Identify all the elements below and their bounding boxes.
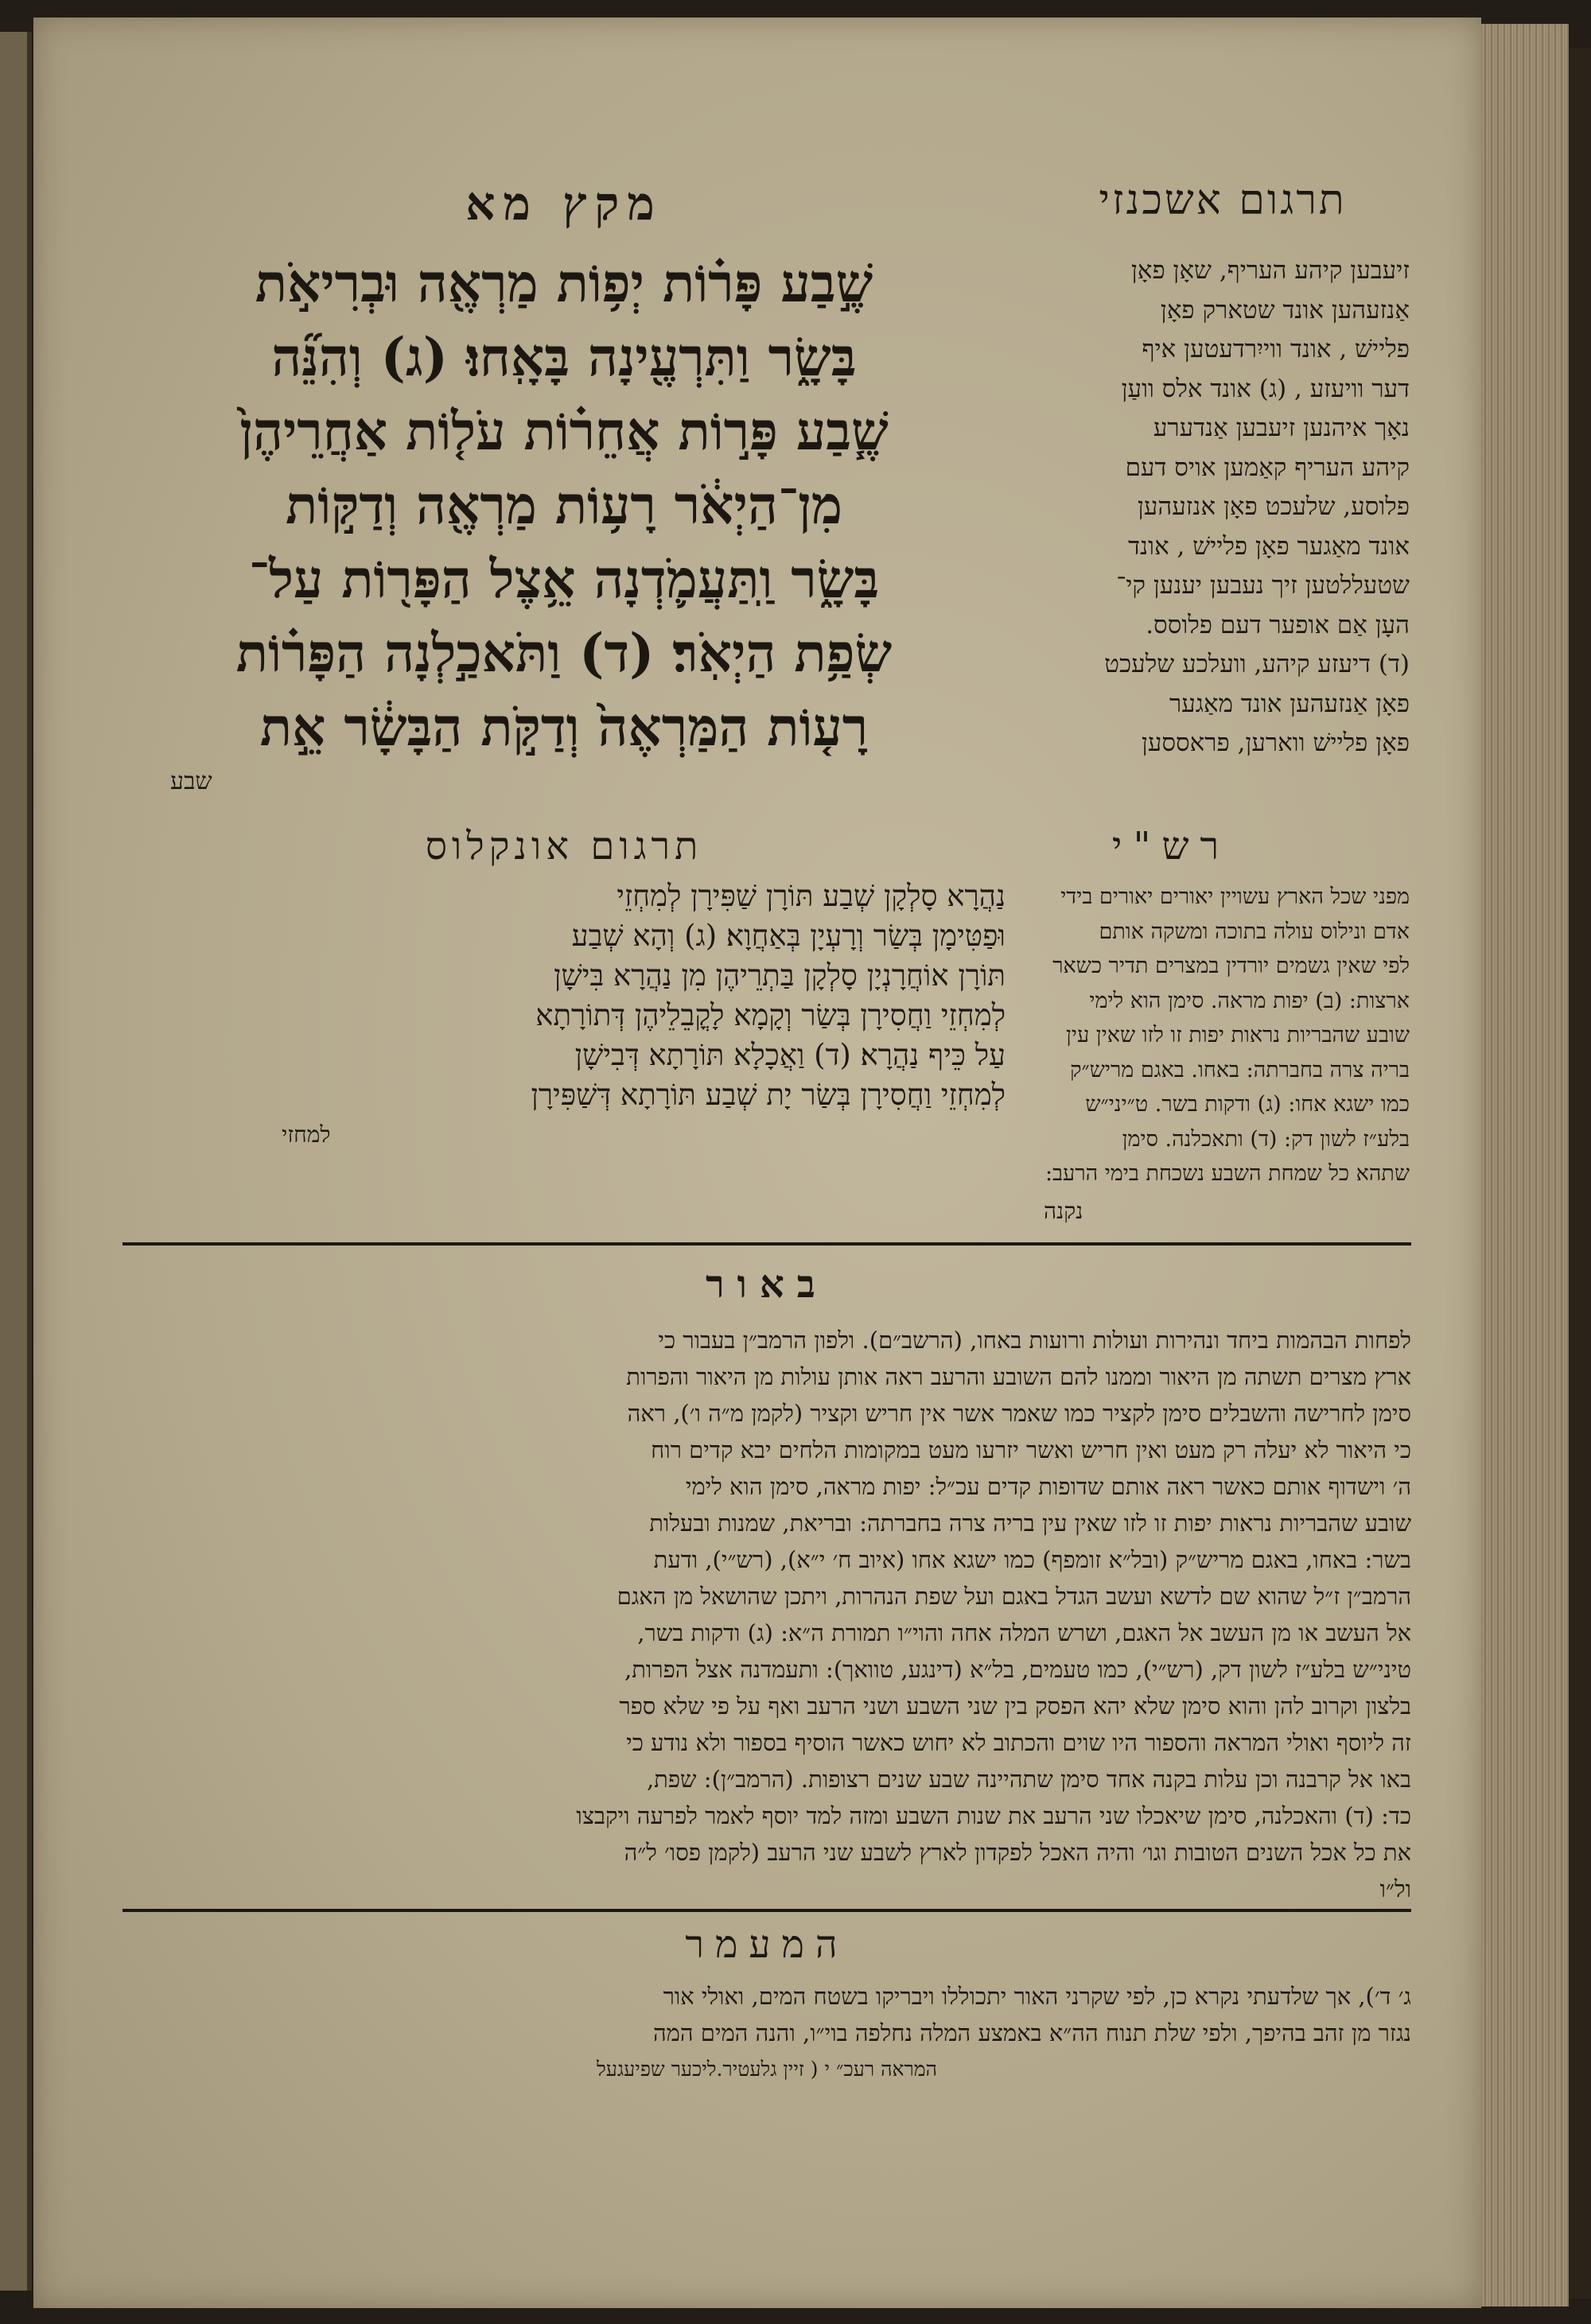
biur-line: ה׳ וישדוף אותם כאשר ראה אותם שדופות קדים עכ״ל: יפות מראה, סימן הוא לימי bbox=[685, 1473, 1411, 1500]
text-line: פאָן פליישׁ ווארען, פראססען bbox=[1141, 729, 1410, 757]
torah-catchword: שבע bbox=[170, 768, 212, 795]
rashi-line: מפני שכל הארץ עשויין יאורים יאורים בידי bbox=[1060, 884, 1410, 909]
text-line: קיהע העריף קאַמען אויס דעם bbox=[1125, 453, 1410, 482]
torah-text bbox=[123, 247, 1006, 764]
rashi-catchword: נקנה bbox=[1044, 1197, 1083, 1224]
biur-line: באו אל קרבנה וכן עלות בקנה אחד סימן שתהיינה שבע שנים רצופות. (הרמב״ן): שפת, bbox=[646, 1766, 1411, 1793]
rashi-text bbox=[932, 880, 1410, 1191]
hameamer-line: ג׳ ד׳), אך שלדעתי נקרא כן, לפי שקרני האור יתכוללו ויבריקו בשטח המים, ואולי אור bbox=[663, 1983, 1411, 2010]
biur-line: הרמב״ן ז״ל שהוא שם לדשא ועשב הגדל באגם ועל שפת הנהרות, ויתכן שהושאל מן האגם bbox=[617, 1583, 1411, 1610]
biur-line: טיני״ש בלע״ז לשון דק, (רש״י), כמו טעמים, בל״א (דינגע, טוואך): ותעמדנה אצל הפרות, bbox=[624, 1656, 1411, 1683]
onkelos-line: וּפַטִּימָן בְּשַׂר וְרָעְיָן בְּאַחֲוָא׃ (ג) וְהָא שְׁבַע bbox=[571, 919, 1006, 953]
book-cover-edge bbox=[1569, 48, 1591, 2299]
biur-line: סימן לחרישה והשבלים סימן לקציר כמו שאמר אשר אין חריש וקציר (לקמן מ״ה ו׳), ראה bbox=[627, 1400, 1411, 1427]
torah-line: בָּשָׂ֑ר וַתִּרְעֶ֖ינָה בָּאָֽחוּ׃ (ג) וְהִנֵּ֞ה bbox=[271, 326, 857, 388]
rashi-line: לפי שאין גשמים יורדין במצרים תדיר כשאר bbox=[1052, 954, 1410, 978]
biur-line: זה ליוסף ואולי המראה והספור היו שוים והכתוב לא יחוש כאשר הוסיף בספור ולא נודע כי bbox=[626, 1729, 1411, 1756]
biur-line: ול״ו bbox=[1379, 1875, 1411, 1902]
biur-line: בלצון וקרוב להן והוא סימן שלא יהא הפסק בין שני השבע ושני הרעב ואף על פי שלא ספר bbox=[619, 1692, 1411, 1720]
onkelos-line: לְמִחְזֵי וַחֲסִירָן בְּשַׂר וְקָמָא לָקֳבֵלֵיהֶן דְּתוֹרָתָא bbox=[535, 998, 1006, 1032]
onkelos-catchword: למחזי bbox=[282, 1121, 331, 1148]
torah-line: מִן־הַיְאֹ֔ר רָע֥וֹת מַרְאֶ֖ה וְדַקּ֣וֹת bbox=[285, 474, 843, 536]
onkelos-line: תּוֹרָן אוֹחֲרָנְיָן סָלְקָן בַּתְרֵיהֶן מִן נַהֲרָא בִּישָׁן bbox=[554, 958, 1006, 993]
facing-page-edge bbox=[0, 32, 32, 2291]
biur-line: שובע שהבריות נראות יפות זו לזו שאין עין בריה צרה בחברתה: ובריאת, שמנות ובעלות bbox=[649, 1510, 1411, 1537]
text-line: פלוסע, שלעכט פאָן אנזעהען bbox=[1137, 492, 1410, 521]
targum-ashkenazi-text bbox=[1036, 251, 1410, 764]
text-line: (ד) דיעזע קיהע, וועלכע שלעכט bbox=[1104, 650, 1410, 678]
text-line: שטעללטען זיך נעבען יענען קי־ bbox=[1116, 571, 1410, 600]
rashi-line: כמו ישגא אחו: (ג) ודקות בשר. ט״יני״ש bbox=[1085, 1092, 1410, 1117]
biur-line: בשר: באחו, באגם מריש״ק (ובל״א זומפף) כמו ישגא אחו (איוב ח׳ י״א), (רש״י), ודעת bbox=[653, 1546, 1411, 1573]
onkelos-title: תרגום אונקלוס bbox=[425, 824, 703, 869]
text-line: דער וויעזע , (ג) אונד אלס וועַן bbox=[1121, 374, 1410, 403]
torah-line: רָע֤וֹת הַמַּרְאֶה֙ וְדַקֹּ֣ת הַבָּשָׂ֔ר אֵ֣ת bbox=[259, 696, 869, 758]
hameamer-line: המראה רעכ״ י ( זיין גלעטיר.ליכער שפיעגעל bbox=[597, 2058, 937, 2081]
text-line: זיעבען קיהע העריף, שאָן פאָן bbox=[1130, 256, 1410, 285]
torah-line: שֶׁ֣בַע פָּר֗וֹת יְפ֥וֹת מַרְאֶ֖ה וּבְרִיאֹ֣ת bbox=[255, 252, 873, 314]
text-line: נאָך איהנען זיעבען אַנדערע bbox=[1153, 414, 1410, 442]
rashi-line: בלע״ז לשון דק: (ד) ותאכלנה. סימן bbox=[1122, 1126, 1410, 1152]
targum-ashkenazi-header: תרגום אשכנזי bbox=[1099, 177, 1347, 224]
parsha-header: מקץ מא bbox=[465, 177, 663, 231]
torah-line: שְׂפַ֥ת הַיְאֹֽר׃ (ד) וַתֹּאכַ֣לְנָה הַפָּר֗וֹת bbox=[235, 622, 893, 684]
biur-text bbox=[123, 1322, 1411, 1907]
page-block-edges bbox=[1481, 24, 1569, 2307]
biur-line: אל העשב או מן העשב אל האגם, ושרש המלה אחה והוי״ו תמורת ה״א: (ג) ודקות בשר, bbox=[637, 1619, 1411, 1646]
text-line: אַנזעהען אונד שטארק פאָן bbox=[1160, 295, 1410, 325]
rashi-title: רש"י bbox=[1111, 824, 1231, 869]
biur-line: לפחות הבהמות ביחד ונהירות ועולות ורועות באחו, (הרשב״ם). ולפון הרמב״ן בעבור כי bbox=[658, 1327, 1411, 1354]
torah-line: שֶׁ֧בַע פָּר֣וֹת אֲחֵר֗וֹת עֹל֤וֹת אַחֲרֵיהֶן֙ bbox=[239, 400, 889, 462]
biur-title: באור bbox=[706, 1262, 828, 1307]
targum-ashkenazi-column bbox=[1036, 177, 1410, 764]
biur-line: את כל אכל השנים הטובות וגו׳ והיה האכל לפקדון לארץ לשבע שני הרעב (לקמן פסו׳ ל״ה bbox=[624, 1839, 1411, 1866]
torah-line: בָּשָׂ֑ר וַֽתַּעֲמֹ֛דְנָה אֵ֥צֶל הַפָּר֖וֹת עַל־ bbox=[248, 548, 880, 610]
rashi-line: ארצות: (ב) יפות מראה. סימן הוא לימי bbox=[1089, 988, 1410, 1013]
rashi-line: שתהא כל שמחת השבע נשכחת בימי הרעב: bbox=[1044, 1161, 1410, 1186]
rashi-line: שובע שהבריות נראות יפות זו לזו שאין עין bbox=[1065, 1023, 1410, 1047]
rashi-line: אדם ונילוס עולה בתוכה ומשקה אותם bbox=[1099, 919, 1410, 944]
text-line: פליישׁ , אונד ווייִרדעטען איף bbox=[1142, 335, 1410, 363]
torah-column bbox=[123, 177, 1006, 1148]
onkelos-line: נַהֲרָא סָלְקָן שְׁבַע תּוֹרָן שַׁפִּירָן לְמִחְזֵי bbox=[617, 879, 1006, 913]
onkelos-line: לְמִחְזֵי וַחֲסִירָן בְּשַׂר יָת שְׁבַע תּוֹרָתָא דְּשַׁפִּירָן bbox=[531, 1078, 1006, 1112]
section-divider bbox=[123, 1242, 1411, 1246]
hameamer-line: נגזר מן זהב בהיפך, ולפי שלת תנוח הה״א באמצע המלה נחלפה בוי״ו, והנה המים המה bbox=[653, 2019, 1411, 2046]
onkelos-line: עַל כֵּיף נַהֲרָא׃ (ד) וַאֲכָלָא תּוֹרָתָא דְּבִישָׁן bbox=[574, 1038, 1006, 1072]
book-page bbox=[33, 17, 1481, 2308]
text-line: העָן אַם אופער דעם פלוסס. bbox=[1146, 610, 1410, 639]
biur-line: ארץ מצרים תשתה מן היאור וממנו להם השובע והרעב ראה אותן עולות מן היאור והפרות bbox=[626, 1363, 1411, 1390]
biur-line: כי היאור לא יעלה רק מעט ואין חריש ואשר יזרעו מעט במקומות הלחים יבא קדים רוח bbox=[651, 1436, 1411, 1463]
onkelos-text bbox=[123, 876, 1006, 1115]
text-line: פאָן אַנזעהען אונד מאַגער bbox=[1169, 689, 1410, 718]
text-line: אונד מאַגער פאָן פליישׁ , אונד bbox=[1128, 531, 1410, 561]
section-divider bbox=[123, 1909, 1411, 1912]
hameamer-title: המעמר bbox=[685, 1922, 849, 1967]
hameamer-text bbox=[123, 1978, 1411, 2088]
rashi-column bbox=[932, 821, 1410, 1225]
rashi-line: בריה צרה בחברתה: באחו. באגם מריש״ק bbox=[1070, 1057, 1410, 1082]
biur-line: כד: (ד) והאכלנה, סימן שיאכלו שני הרעב את שנות השבע ומזה למד יוסף לאמר לפרעה ויקבצו bbox=[576, 1802, 1411, 1829]
